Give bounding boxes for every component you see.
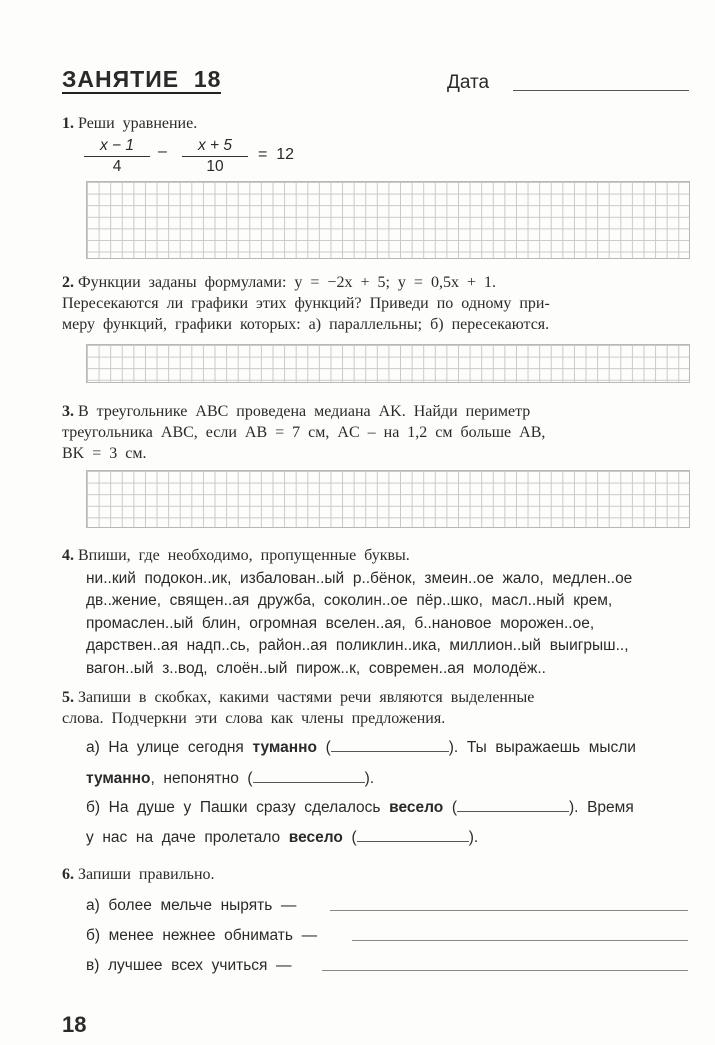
fraction-1-bar <box>84 156 150 157</box>
word-line-5: вагон..ый з..вод, слоён..ый пирож..к, современ..ая молодёж.. <box>86 659 546 677</box>
answer-line-6c[interactable] <box>322 970 688 971</box>
fraction-2-denominator: 10 <box>206 158 224 175</box>
task-6b: б) менее нежнее обнимать — <box>86 927 318 944</box>
task-3 <box>62 401 692 464</box>
fraction-1-denominator: 4 <box>112 158 122 175</box>
task-3-line-3: BK = 3 см. <box>62 445 147 462</box>
highlight-word-tumanno-2: туманно <box>86 770 151 787</box>
answer-blank-5a-1[interactable] <box>331 750 449 752</box>
fraction-2-bar <box>182 156 248 157</box>
task-6-text: Запиши правильно. <box>78 866 215 883</box>
paren-open: ( <box>325 739 331 756</box>
task-5a-close: ). <box>364 770 375 787</box>
task-4-word-list <box>86 568 690 680</box>
task-5b-line-2 <box>86 829 478 847</box>
task-6-number: 6. <box>62 866 74 883</box>
word-line-2: дв..жение, священ..ая дружба, соколин..ое пёр..шко, масл..ный крем, <box>86 592 613 610</box>
answer-grid-3[interactable] <box>86 470 690 528</box>
task-1-text: Реши уравнение. <box>78 115 198 132</box>
task-6a: а) более мельче нырять — <box>86 897 297 914</box>
task-1-number: 1. <box>62 115 74 132</box>
lesson-title <box>62 66 221 93</box>
task-6c: в) лучшее всех учиться — <box>86 957 292 974</box>
word-line-3: промаслен..ый блин, огромная вселен..ая, б..нановое морожен..ое, <box>86 614 595 632</box>
answer-blank-5a-2[interactable] <box>253 781 365 783</box>
highlight-word-tumanno: туманно <box>252 739 317 756</box>
task-4-number: 4. <box>62 547 74 564</box>
task-5a-text: а) На улице сегодня <box>86 739 244 756</box>
fraction-2-numerator: x + 5 <box>197 137 233 154</box>
task-1 <box>62 113 692 134</box>
task-4-text: Впиши, где необходимо, пропущенные буквы. <box>78 547 410 564</box>
task-3-line-2: треугольника ABC, если AB = 7 см, AC – на 1,2 см больше AB, <box>62 424 546 441</box>
answer-grid-1[interactable] <box>86 181 690 259</box>
task-5a-mid: , непонятно ( <box>150 770 253 787</box>
equation-rhs: = 12 <box>258 146 295 163</box>
task-5-line-1: Запиши в скобках, какими частями речи являются выделенные <box>78 689 535 706</box>
answer-blank-5b-1[interactable] <box>457 810 569 812</box>
date-label: Дата <box>447 72 490 93</box>
lesson-title-text: ЗАНЯТИЕ 18 <box>62 66 222 92</box>
task-5b-text: б) На душе у Пашки сразу сделалось <box>86 799 381 816</box>
word-line-4: дарствен..ая надп..сь, район..ая поликлин..ика, миллион..ый выигрыш.., <box>86 637 629 655</box>
task-4 <box>62 545 692 566</box>
task-5b-text-2: у нас на даче пролетало <box>86 829 281 846</box>
word-line-1: ни..кий подокон..ик, избалован..ый р..бёнок, змеин..ое жало, медлен..ое <box>86 570 633 587</box>
task-5b-tail: ). Время <box>569 799 634 816</box>
date-field-line[interactable] <box>513 90 689 91</box>
title-underline <box>62 92 221 94</box>
fraction-1 <box>84 137 150 176</box>
fraction-2 <box>182 137 248 176</box>
task-5a-line-1 <box>86 739 636 757</box>
paren-open-b2: ( <box>351 829 357 846</box>
task-5b-close: ). <box>468 829 479 846</box>
task-5a-tail: ). Ты выражаешь мысли <box>448 739 636 756</box>
minus-sign: – <box>158 143 167 160</box>
task-2-number: 2. <box>62 274 74 291</box>
answer-grid-2[interactable] <box>86 344 690 383</box>
task-6 <box>62 864 692 885</box>
task-5-number: 5. <box>62 689 74 706</box>
highlight-word-veselo-2: весело <box>288 829 343 846</box>
highlight-word-veselo: весело <box>389 799 444 816</box>
task-5b-line-1 <box>86 799 634 817</box>
answer-line-6a[interactable] <box>330 910 688 911</box>
fraction-1-numerator: x − 1 <box>99 137 135 154</box>
task-2-line-3: меру функций, графики которых: а) параллельны; б) пересекаются. <box>62 316 550 333</box>
task-5a-line-2 <box>86 770 374 788</box>
task-5-line-2: слова. Подчеркни эти слова как члены предложения. <box>62 710 446 727</box>
paren-open-b: ( <box>451 799 458 816</box>
task-2-line-1: Функции заданы формулами: y = −2x + 5; y = 0,5x + 1. <box>78 274 496 291</box>
task-2-line-2: Пересекаются ли графики этих функций? Приведи по одному при- <box>62 295 550 312</box>
answer-line-6b[interactable] <box>352 940 688 941</box>
task-2 <box>62 272 692 335</box>
task-3-line-1: В треугольнике ABC проведена медиана AK. Найди периметр <box>78 403 531 420</box>
answer-blank-5b-2[interactable] <box>357 840 469 842</box>
task-5 <box>62 687 692 729</box>
task-3-number: 3. <box>62 403 74 420</box>
page-number: 18 <box>62 1012 87 1037</box>
